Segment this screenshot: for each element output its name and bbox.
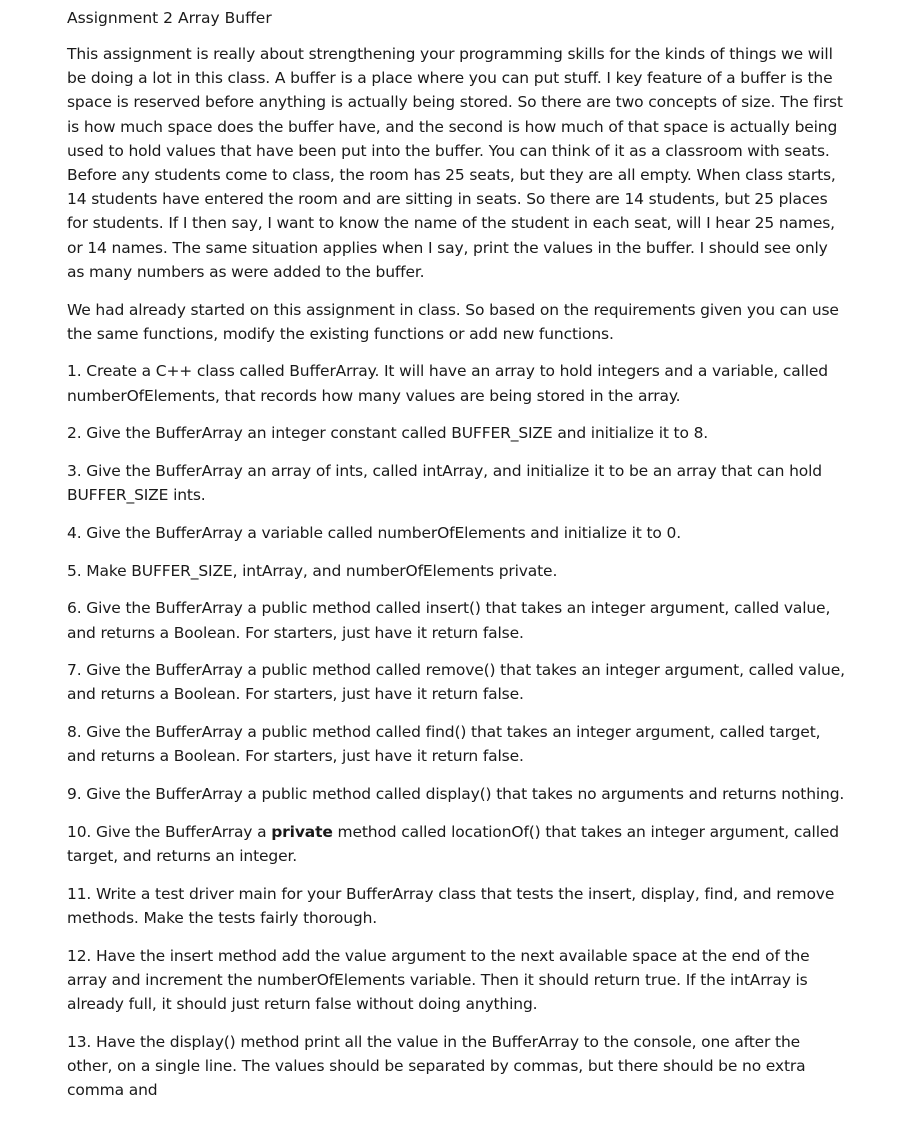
requirement-item-6: 6. Give the BufferArray a public method called insert() that takes an integer argument, called value, and returns a Boolean. For starters, just have it return false. [67, 599, 831, 642]
context-paragraph: We had already started on this assignment in class. So based on the requirements given you can use the same functions, modify the existing functions or add new functions. [67, 300, 839, 343]
item-10-text-after: method called locationOf() that takes an integer argument, called target, and returns an integer. [67, 822, 839, 865]
requirement-item-10 [67, 820, 847, 868]
item-10-bold-private: private [271, 822, 333, 841]
requirement-item-5: 5. Make BUFFER_SIZE, intArray, and numberOfElements private. [67, 561, 558, 580]
item-10-text-before: 10. Give the BufferArray a [67, 822, 272, 841]
requirement-item-4: 4. Give the BufferArray a variable called numberOfElements and initialize it to 0. [67, 523, 682, 542]
requirement-item-7: 7. Give the BufferArray a public method called remove() that takes an integer argument, called value, and returns a Boolean. For starters, just have it return false. [67, 661, 845, 704]
requirement-item-12: 12. Have the insert method add the value argument to the next available space at the end of the array and increment the numberOfElements variable. Then it should return true. If the intArray is already full, it should just return false without doing anything. [67, 946, 810, 1013]
intro-paragraph: This assignment is really about strengthening your programming skills for the kinds of things we will be doing a lot in this class. A buffer is a place where you can put stuff. I key feature of a buffer is the space is reserved before anything is actually being stored. So there are two concepts of size. The first is how much space does the buffer have, and the second is how much of that space is actually being used to hold values that have been put into the buffer. You can think of it as a classroom with seats. Before any students come to class, the room has 25 seats, but they are all empty. When class starts, 14 students have entered the room and are sitting in seats. So there are 14 students, but 25 places for students. If I then say, I want to know the name of the student in each seat, will I hear 25 names, or 14 names. The same situation applies when I say, print the values in the buffer. I should see only as many numbers as were added to the buffer. [67, 45, 843, 281]
document-page [67, 7, 847, 1116]
document-title: Assignment 2 Array Buffer [67, 9, 272, 27]
requirement-item-11: 11. Write a test driver main for your BufferArray class that tests the insert, display, find, and remove methods. Make the tests fairly thorough. [67, 884, 835, 927]
requirement-item-2: 2. Give the BufferArray an integer constant called BUFFER_SIZE and initialize it to 8. [67, 424, 709, 443]
requirement-item-8: 8. Give the BufferArray a public method called find() that takes an integer argument, called target, and returns a Boolean. For starters, just have it return false. [67, 723, 821, 766]
requirement-item-1: 1. Create a C++ class called BufferArray. It will have an array to hold integers and a variable, called numberOfElements, that records how many values are being stored in the array. [67, 362, 828, 405]
requirement-item-9: 9. Give the BufferArray a public method called display() that takes no arguments and returns nothing. [67, 785, 845, 804]
requirement-item-13: 13. Have the display() method print all the value in the BufferArray to the console, one after the other, on a single line. The values should be separated by commas, but there should be no extra comma and [67, 1032, 806, 1100]
requirement-item-3: 3. Give the BufferArray an array of ints, called intArray, and initialize it to be an array that can hold BUFFER_SIZE ints. [67, 462, 822, 505]
